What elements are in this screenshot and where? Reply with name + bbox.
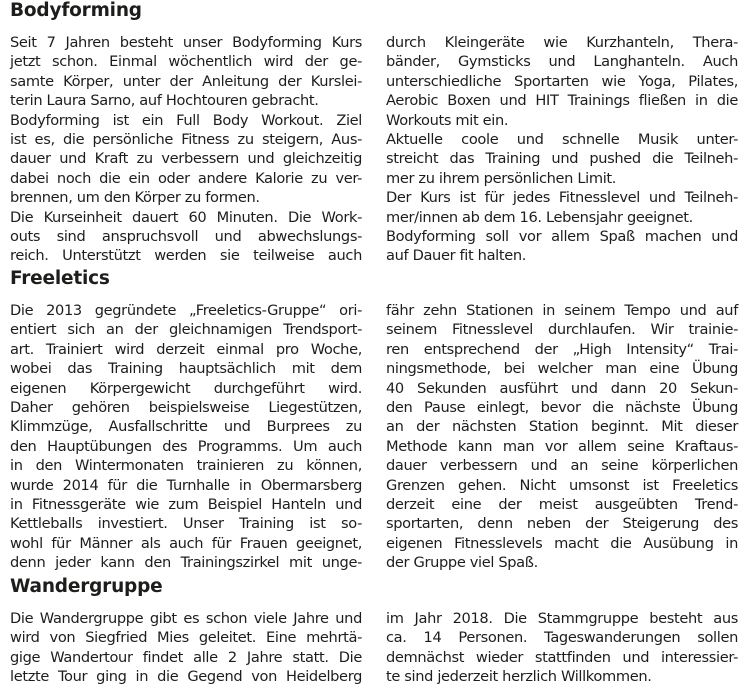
- text-line: Grenzen gehen. Nicht umsonst ist Freeletics: [386, 476, 738, 494]
- section-heading: Freeletics: [10, 268, 110, 289]
- text-line: im Jahr 2018. Die Stammgruppe besteht aus: [386, 610, 738, 627]
- column-right: [386, 609, 738, 687]
- text-line: jetzt schon. Einmal wöchentlich wird der ge-: [10, 53, 362, 71]
- text-line: reich. Unterstützt werden sie teilweise auch: [10, 247, 362, 265]
- text-line: Methode kann man vor allem seine Kraftaus-: [386, 437, 738, 455]
- text-line: wohl für Männer als auch für Frauen geeignet,: [10, 534, 362, 552]
- section-heading: Bodyforming: [10, 0, 142, 21]
- text-line: der Gruppe viel Spaß.: [386, 554, 538, 572]
- text-line: in den Wintermonaten trainieren zu können,: [10, 457, 362, 475]
- text-line: samte Körper, unter der Anleitung der Kurslei-: [10, 72, 362, 90]
- text-line: Daher gehören beispielsweise Liegestützen,: [10, 398, 362, 416]
- text-line: eigenen Fitnesslevels macht die Ausübung in: [386, 534, 738, 552]
- text-line: denn jeder kann den Trainingszirkel mit unge-: [10, 554, 362, 572]
- text-line: ren entsprechend der „High Intensity“ Trai-: [386, 340, 738, 358]
- text-line: den Hauptübungen des Programms. Um auch: [10, 437, 362, 455]
- text-line: art. Trainiert wird derzeit einmal pro Woche,: [10, 340, 362, 358]
- text-line: Seit 7 Jahren besteht unser Bodyforming Kurs: [10, 34, 362, 51]
- text-line: gige Wandertour findet alle 2 Jahre statt. Die: [10, 648, 362, 666]
- text-line: Aktuelle coole und schnelle Musik unter-: [386, 130, 738, 148]
- text-line: outs sind anspruchsvoll und abwechslungs-: [10, 227, 362, 245]
- column-left: [10, 301, 362, 572]
- text-line: Die 2013 gegründete „Freeletics-Gruppe“ ori-: [10, 302, 362, 319]
- text-line: terin Laura Sarno, auf Hochtouren gebracht.: [10, 92, 319, 110]
- column-right: [386, 33, 738, 266]
- text-line: dabei noch die ein oder andere Kalorie zu ver-: [10, 169, 362, 187]
- text-line: Bodyforming soll vor allem Spaß machen und: [386, 227, 738, 245]
- column-right: [386, 301, 738, 572]
- text-line: auf Dauer fit halten.: [386, 247, 527, 265]
- text-line: Aerobic Boxen und HIT Trainings fließen in die: [386, 92, 738, 110]
- text-line: Die Kurseinheit dauert 60 Minuten. Die Work-: [10, 208, 362, 226]
- text-line: Der Kurs ist für jedes Fitnesslevel und Teilneh-: [386, 189, 738, 207]
- text-line: wurde 2014 für die Turnhalle in Obermarsberg: [10, 476, 362, 494]
- column-left: [10, 609, 362, 687]
- text-line: mer zu ihrem persönlichen Limit.: [386, 169, 617, 187]
- text-line: durch Kleingeräte wie Kurzhanteln, Thera-: [386, 34, 738, 51]
- text-line: unterschiedliche Sportarten wie Yoga, Pilates,: [386, 72, 738, 90]
- text-line: Die Wandergruppe gibt es schon viele Jahre und: [10, 610, 362, 627]
- text-line: entiert sich an der gleichnamigen Trendsport-: [10, 321, 362, 339]
- text-line: Klimmzüge, Ausfallschritte und Burprees zu: [10, 418, 362, 436]
- text-line: derzeit eine der meist ausgeübten Trend-: [386, 495, 738, 513]
- text-line: ningsmethode, bei welcher man eine Übung: [386, 360, 738, 378]
- text-line: dauer verbessern und an seine körperlichen: [386, 457, 738, 475]
- text-line: mer/innen ab dem 16. Lebensjahr geeignet.: [386, 208, 693, 226]
- text-line: ist es, die persönliche Fitness zu steigern, Aus-: [10, 130, 362, 148]
- text-line: den Pause einlegt, bevor die nächste Übung: [386, 398, 738, 416]
- text-line: wird von Siegfried Mies geleitet. Eine mehrtä-: [10, 629, 362, 647]
- text-line: te sind jederzeit herzlich Willkommen.: [386, 668, 652, 686]
- text-line: letzte Tour ging in die Gegend von Heidelberg: [10, 668, 362, 686]
- text-line: dauer und Kraft zu verbessern und gleichzeitig: [10, 150, 362, 168]
- text-line: streicht das Training und pushed die Teilneh-: [386, 150, 738, 168]
- text-line: Workouts mit ein.: [386, 111, 509, 129]
- section-heading: Wandergruppe: [10, 576, 163, 597]
- text-line: ca. 14 Personen. Tageswanderungen sollen: [386, 629, 738, 647]
- text-line: fähr zehn Stationen in seinem Tempo und auf: [386, 302, 738, 319]
- text-line: 40 Sekunden ausführt und dann 20 Sekun-: [386, 379, 738, 397]
- column-left: [10, 33, 362, 266]
- text-line: seinem Fitnesslevel durchlaufen. Wir trainie-: [386, 321, 738, 339]
- text-line: in Fitnessgeräte wie zum Beispiel Hanteln und: [10, 495, 362, 513]
- text-line: eigenen Körpergewicht durchgeführt wird.: [10, 379, 362, 397]
- text-line: Bodyforming ist ein Full Body Workout. Ziel: [10, 111, 362, 129]
- text-line: an der nächsten Station beginnt. Mit dieser: [386, 418, 738, 436]
- text-line: bänder, Gymsticks und Langhanteln. Auch: [386, 53, 738, 71]
- text-line: Kettleballs investiert. Unser Training ist so-: [10, 515, 362, 533]
- text-line: demnächst wieder stattfinden und interessier-: [386, 648, 738, 666]
- text-line: brennen, um den Körper zu formen.: [10, 189, 260, 207]
- text-line: wobei das Training hauptsächlich mit dem: [10, 360, 362, 378]
- text-line: sportarten, denn neben der Steigerung des: [386, 515, 738, 533]
